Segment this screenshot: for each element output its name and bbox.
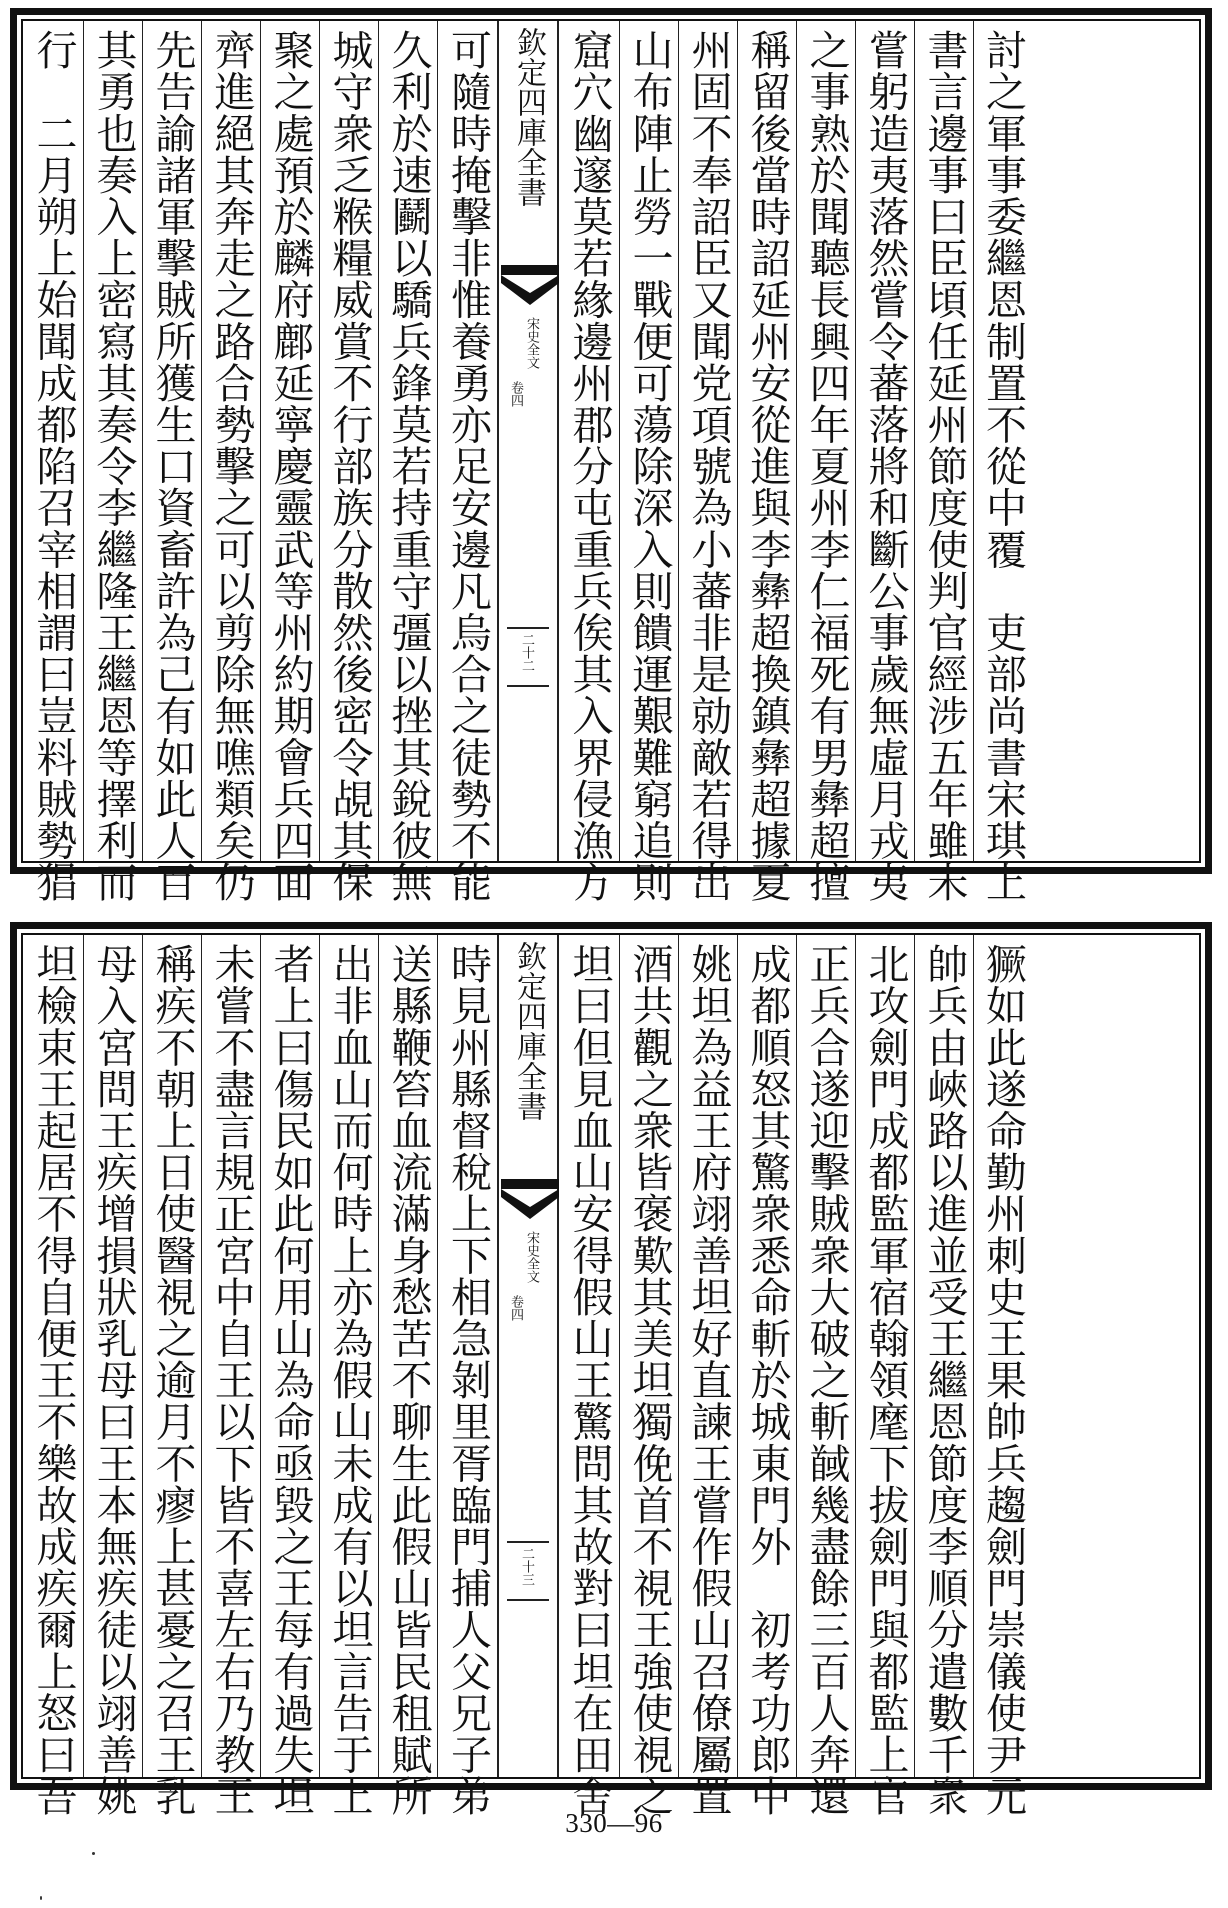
panel-frame <box>21 19 1201 903</box>
text-column: 正兵合遂迎擊賊衆大破之斬馘幾盡餘三百人奔還 <box>796 935 855 1777</box>
text-column: 窟穴幽邃莫若緣邊州郡分屯重兵俟其入界侵漁方 <box>565 29 614 903</box>
text-column: 齊進絕其奔走之路合勢擊之可以剪除無噍類矣仍 <box>201 21 260 861</box>
text-column: 山布陣止勞一戰便可蕩除深入則饋運艱難窮追則 <box>619 21 678 861</box>
text-column: 坦檢束王起居不得自便王不樂故成疾爾上怒曰吾 <box>29 943 78 1817</box>
text-column: 成都順怒其驚衆悉命斬於城東門外 初考功郎中 <box>737 935 796 1777</box>
scan-speck <box>40 1896 42 1900</box>
folio-number: 二十三 <box>519 1547 534 1586</box>
text-column: 城守衆乏糇糧威賞不行部族分散然後密令覘其保 <box>319 21 378 861</box>
text-column: 聚之處預於麟府鄜延寧慶靈武等州約期會兵四面 <box>260 21 319 861</box>
book-title: 宋史全文 <box>524 1231 539 1283</box>
text-column: 時見州縣督稅上下相急剝里胥臨門捕人父兄子弟 <box>437 935 497 1777</box>
text-column: 之事熟於聞聽長興四年夏州李仁福死有男彝超擅 <box>796 21 855 861</box>
text-column: 送縣鞭笞血流滿身愁苦不聊生此假山皆民租賦所 <box>378 935 437 1777</box>
scan-speck <box>92 1852 95 1855</box>
divider <box>507 1599 549 1601</box>
text-column: 討之軍事委繼恩制置不從中覆 吏部尚書宋琪上 <box>973 21 1031 861</box>
text-column: 書言邊事曰臣頃任延州節度使判官經涉五年雖未 <box>914 21 973 861</box>
book-title: 宋史全文 <box>524 317 539 369</box>
text-column: 母入宮問王疾增損狀乳母曰王本無疾徒以翊善姚 <box>83 935 142 1777</box>
text-column: 姚坦為益王府翊善坦好直諫王嘗作假山召僚屬置 <box>678 935 737 1777</box>
text-column: 酒共觀之衆皆褒歎其美坦獨俛首不視王強使視之 <box>619 935 678 1777</box>
page-panel-top <box>10 8 1212 903</box>
text-column: 可隨時掩擊非惟養勇亦足安邊凡烏合之徒勢不能 <box>437 21 497 861</box>
text-column: 未嘗不盡言規正宮中自王以下皆不喜左右乃教王 <box>201 935 260 1777</box>
fold-center-column <box>497 935 559 1777</box>
text-column: 坦曰但見血山安得假山王驚問其故對曰坦在田舍 <box>565 943 614 1817</box>
text-column: 稱疾不朝上日使醫視之逾月不瘳上甚憂之召王乳 <box>142 935 201 1777</box>
fishtail-ornament-icon <box>501 265 559 305</box>
text-column: 行 二月朔上始聞成都陷召宰相謂曰豈料賊勢猖 <box>29 29 78 903</box>
text-column: 州固不奉詔臣又聞党項號為小蕃非是勍敵若得出 <box>678 21 737 861</box>
text-column: 久利於速鬬以驕兵鋒莫若持重守彊以挫其銳彼無 <box>378 21 437 861</box>
text-column: 嘗躬造夷落然嘗令蕃落將和斷公事歲無虛月戎夷 <box>855 21 914 861</box>
text-column: 北攻劍門成都監軍宿翰領麾下拔劍門與都監上官 <box>855 935 914 1777</box>
collection-title: 欽定四庫全書 <box>511 941 546 1121</box>
volume-label: 卷四 <box>508 1295 523 1321</box>
fishtail-ornament-icon <box>501 1179 559 1219</box>
page-number: 330—96 <box>565 1808 663 1838</box>
text-column: 出非血山而何時上亦為假山未成有以坦言告于上 <box>319 935 378 1777</box>
page-panel-bottom <box>10 922 1212 1817</box>
panel-frame <box>21 933 1201 1817</box>
volume-label: 卷四 <box>508 381 523 407</box>
divider <box>507 627 549 629</box>
divider <box>507 685 549 687</box>
collection-title: 欽定四庫全書 <box>511 27 546 207</box>
text-column: 其勇也奏入上密寫其奏令李繼隆王繼恩等擇利而 <box>83 21 142 861</box>
text-column: 獗如此遂命勤州刺史王果帥兵趨劍門崇儀使尹元 <box>973 935 1031 1777</box>
text-column: 稱留後當時詔延州安從進與李彝超換鎮彝超據夏 <box>737 21 796 861</box>
fold-center-column <box>497 21 559 861</box>
text-column: 帥兵由峽路以進並受王繼恩節度李順分遣數千衆 <box>914 935 973 1777</box>
text-column: 先告諭諸軍擊賊所獲生口資畜許為己有如此人百 <box>142 21 201 861</box>
text-column: 者上曰傷民如此何用山為命亟毀之王每有過失坦 <box>260 935 319 1777</box>
divider <box>507 1541 549 1543</box>
folio-number: 二十二 <box>519 633 534 672</box>
